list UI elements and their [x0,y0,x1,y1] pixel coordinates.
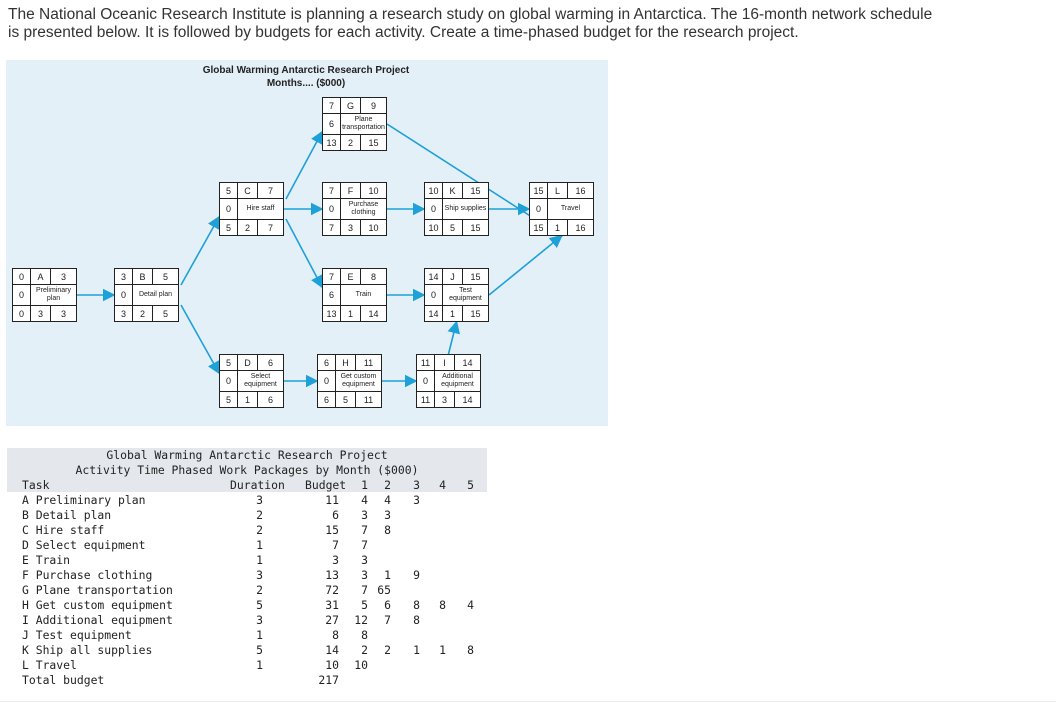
task-name: B Detail plan [22,508,112,522]
header-month-1: 1 [361,478,368,492]
intro-line-2: is presented below. It is followed by budgets for each activity. Create a time-phased budget for the research project. [8,24,799,41]
budget-table [7,448,487,698]
table-row [7,643,487,658]
node-c-late-start: 5 [220,220,238,235]
network-title [156,64,456,90]
task-budget: 3 [332,553,339,567]
header-task: Task [22,478,50,492]
month-1-value: 3 [361,508,368,522]
task-name: G Plane transportation [22,583,173,597]
node-e-activity-id: E [341,269,361,285]
node-d-late-finish: 6 [267,394,273,405]
arrow-j-l [489,236,562,295]
node-d-duration: 1 [238,392,258,407]
month-5-value: 8 [467,643,474,657]
activity-node-h [317,354,382,408]
node-k-late-start: 10 [425,220,443,235]
node-l-late-start: 15 [530,220,548,235]
node-k-early-finish: 15 [463,183,488,199]
activity-node-l [529,182,594,236]
node-g-duration: 2 [341,135,361,150]
node-d-slack: 0 [220,371,238,392]
node-l-slack: 0 [530,199,548,220]
node-i-slack: 0 [417,371,435,392]
activity-node-j [424,268,489,322]
node-j-early-finish: 15 [463,269,488,285]
node-c-duration: 2 [238,220,258,235]
node-i-activity-id: I [435,355,455,371]
task-budget: 31 [325,598,339,612]
month-2-value: 6 [384,598,391,612]
task-budget: 11 [325,493,339,507]
node-h-duration: 5 [336,392,356,407]
month-4-value: 1 [439,643,446,657]
node-k-activity-id: K [443,183,463,199]
table-row [7,628,487,643]
node-e-late-finish: 14 [368,308,379,319]
month-3-value: 8 [413,613,420,627]
task-budget: 10 [325,658,339,672]
node-g-early-finish: 9 [361,98,386,114]
task-duration: 2 [256,508,263,522]
node-i-activity-name: Additional equipment [435,371,480,392]
node-d-activity-id: D [238,355,258,371]
task-budget: 6 [332,508,339,522]
month-1-value: 7 [361,583,368,597]
month-1-value: 8 [361,628,368,642]
node-e-early-finish: 8 [361,269,386,285]
activity-node-i [416,354,481,408]
node-a-activity-id: A [31,269,51,285]
node-f-activity-id: F [341,183,361,199]
node-h-early-finish: 11 [356,355,381,371]
task-duration: 2 [256,583,263,597]
node-a-slack: 0 [13,285,31,306]
node-h-activity-name: Get custom equipment [336,371,381,392]
task-duration: 1 [256,628,263,642]
month-4-value: 8 [439,598,446,612]
node-b-activity-id: B [133,269,153,285]
node-h-late-finish: 11 [363,394,374,405]
node-f-late-start: 7 [323,220,341,235]
header-month-2: 2 [384,478,391,492]
node-f-duration: 3 [341,220,361,235]
table-row [7,553,487,568]
header-month-5: 5 [467,478,474,492]
node-h-slack: 0 [318,371,336,392]
node-a-early-start: 0 [13,269,31,285]
task-budget: 72 [325,583,339,597]
node-i-late-finish: 14 [462,394,473,405]
month-1-value: 7 [361,538,368,552]
task-duration: 1 [256,658,263,672]
month-2-value: 1 [384,568,391,582]
node-e-early-start: 7 [323,269,341,285]
task-name: E Train [22,553,71,567]
node-j-activity-id: J [443,269,463,285]
node-i-duration: 3 [435,392,455,407]
node-l-activity-name: Travel [548,199,593,220]
month-1-value: 3 [361,568,368,582]
activity-node-e [322,268,387,322]
task-duration: 2 [256,523,263,537]
node-e-slack: 6 [323,285,341,306]
task-name: C Hire staff [22,523,105,537]
node-i-early-start: 11 [417,355,435,371]
task-name: H Get custom equipment [22,598,173,612]
month-2-value: 7 [384,613,391,627]
node-e-late-start: 13 [323,306,341,321]
header-budget: Budget [305,478,347,492]
activity-node-g [322,97,387,151]
activity-node-d [219,354,284,408]
node-l-early-finish: 16 [568,183,593,199]
node-k-slack: 0 [425,199,443,220]
node-f-early-start: 7 [323,183,341,199]
task-duration: 5 [256,643,263,657]
node-f-slack: 0 [323,199,341,220]
node-k-activity-name: Ship supplies [443,199,488,220]
arrow-i-j [449,322,457,354]
budget-table-title-2: Activity Time Phased Work Packages by Month ($000) [75,463,419,477]
task-budget: 27 [325,613,339,627]
month-3-value: 8 [413,598,420,612]
task-duration: 3 [256,613,263,627]
network-diagram [6,60,608,426]
node-i-early-finish: 14 [455,355,480,371]
month-1-value: 2 [361,643,368,657]
table-row [7,493,487,508]
intro-line-1: The National Oceanic Research Institute is planning a research study on global warming in Antarctica. The 16-month network schedule [8,6,933,23]
header-duration: Duration [230,478,285,492]
table-row [7,508,487,523]
network-title-line-1: Global Warming Antarctic Research Project [202,65,410,76]
budget-table-title-1: Global Warming Antarctic Research Project [106,448,388,462]
task-budget: 15 [325,523,339,537]
table-row [7,523,487,538]
month-1-value: 5 [361,598,368,612]
node-b-duration: 2 [133,306,153,321]
node-b-late-start: 3 [115,306,133,321]
node-l-early-start: 15 [530,183,548,199]
month-3-value: 1 [413,643,420,657]
node-l-activity-id: L [548,183,568,199]
node-d-late-start: 5 [220,392,238,407]
table-row [7,658,487,673]
node-l-duration: 1 [548,220,568,235]
node-b-late-finish: 5 [162,308,168,319]
node-c-activity-name: Hire staff [238,199,283,220]
node-k-late-finish: 15 [470,222,481,233]
node-g-activity-id: G [341,98,361,114]
node-l-late-finish: 16 [575,222,586,233]
node-b-slack: 0 [115,285,133,306]
node-j-duration: 1 [443,306,463,321]
month-1-value: 4 [361,493,368,507]
task-name: A Preliminary plan [22,493,146,507]
month-2-value: 2 [384,643,391,657]
task-duration: 1 [256,538,263,552]
node-e-activity-name: Train [341,285,386,306]
node-g-late-start: 13 [323,135,341,150]
node-h-late-start: 6 [318,392,336,407]
month-2-value: 65 [377,583,391,597]
month-5-value: 4 [467,598,474,612]
node-k-duration: 5 [443,220,463,235]
node-f-early-finish: 10 [361,183,386,199]
node-h-activity-id: H [336,355,356,371]
node-g-slack: 6 [323,114,341,135]
arrow-c-e [286,219,322,287]
node-k-early-start: 10 [425,183,443,199]
total-budget: 217 [318,673,339,687]
arrow-b-d [181,305,219,373]
node-d-early-finish: 6 [258,355,283,371]
budget-table-column-headers [7,478,487,493]
task-budget: 14 [325,643,339,657]
node-h-early-start: 6 [318,355,336,371]
task-name: K Ship all supplies [22,643,153,657]
header-month-4: 4 [439,478,446,492]
node-j-activity-name: Test equipment [443,285,488,306]
month-1-value: 12 [354,613,368,627]
task-duration: 5 [256,598,263,612]
month-2-value: 8 [384,523,391,537]
node-g-activity-name: Plane transportation [341,114,386,135]
task-duration: 1 [256,553,263,567]
month-2-value: 3 [384,508,391,522]
node-a-duration: 3 [31,306,51,321]
node-c-late-finish: 7 [267,222,273,233]
task-name: J Test equipment [22,628,132,642]
task-budget: 7 [332,538,339,552]
node-i-late-start: 11 [417,392,435,407]
header-month-3: 3 [413,478,420,492]
month-1-value: 10 [354,658,368,672]
node-g-late-finish: 15 [368,137,379,148]
node-g-early-start: 7 [323,98,341,114]
node-d-activity-name: Select equipment [238,371,283,392]
node-e-duration: 1 [341,306,361,321]
node-c-early-finish: 7 [258,183,283,199]
node-a-late-finish: 3 [60,308,66,319]
table-row [7,613,487,628]
total-label: Total budget [22,673,105,687]
node-j-slack: 0 [425,285,443,306]
table-row [7,583,487,598]
task-budget: 8 [332,628,339,642]
task-duration: 3 [256,568,263,582]
table-row [7,568,487,583]
node-b-activity-name: Detail plan [133,285,178,306]
arrow-c-g [286,132,322,199]
task-name: F Purchase clothing [22,568,153,582]
task-budget: 13 [325,568,339,582]
network-title-line-2: Months.... ($000) [266,78,346,89]
activity-node-c [219,182,284,236]
node-c-early-start: 5 [220,183,238,199]
node-a-late-start: 0 [13,306,31,321]
activity-node-f [322,182,387,236]
task-name: D Select equipment [22,538,146,552]
total-row [7,673,487,688]
month-1-value: 7 [361,523,368,537]
task-name: L Travel [22,658,77,672]
table-row [7,598,487,613]
node-a-early-finish: 3 [51,269,76,285]
month-3-value: 3 [413,493,420,507]
node-b-early-start: 3 [115,269,133,285]
node-a-activity-name: Preliminary plan [31,285,76,306]
network-arrows [6,60,608,426]
node-c-slack: 0 [220,199,238,220]
node-d-early-start: 5 [220,355,238,371]
intro-text [8,6,1008,42]
node-j-late-finish: 15 [470,308,481,319]
activity-node-k [424,182,489,236]
task-duration: 3 [256,493,263,507]
activity-node-a [12,268,77,322]
node-c-activity-id: C [238,183,258,199]
node-f-late-finish: 10 [368,222,379,233]
arrow-b-c [181,217,219,285]
node-j-early-start: 14 [425,269,443,285]
month-3-value: 9 [413,568,420,582]
month-1-value: 3 [361,553,368,567]
node-f-activity-name: Purchase clothing [341,199,386,220]
task-name: I Additional equipment [22,613,173,627]
node-b-early-finish: 5 [153,269,178,285]
node-j-late-start: 14 [425,306,443,321]
activity-node-b [114,268,179,322]
month-2-value: 4 [384,493,391,507]
table-row [7,538,487,553]
